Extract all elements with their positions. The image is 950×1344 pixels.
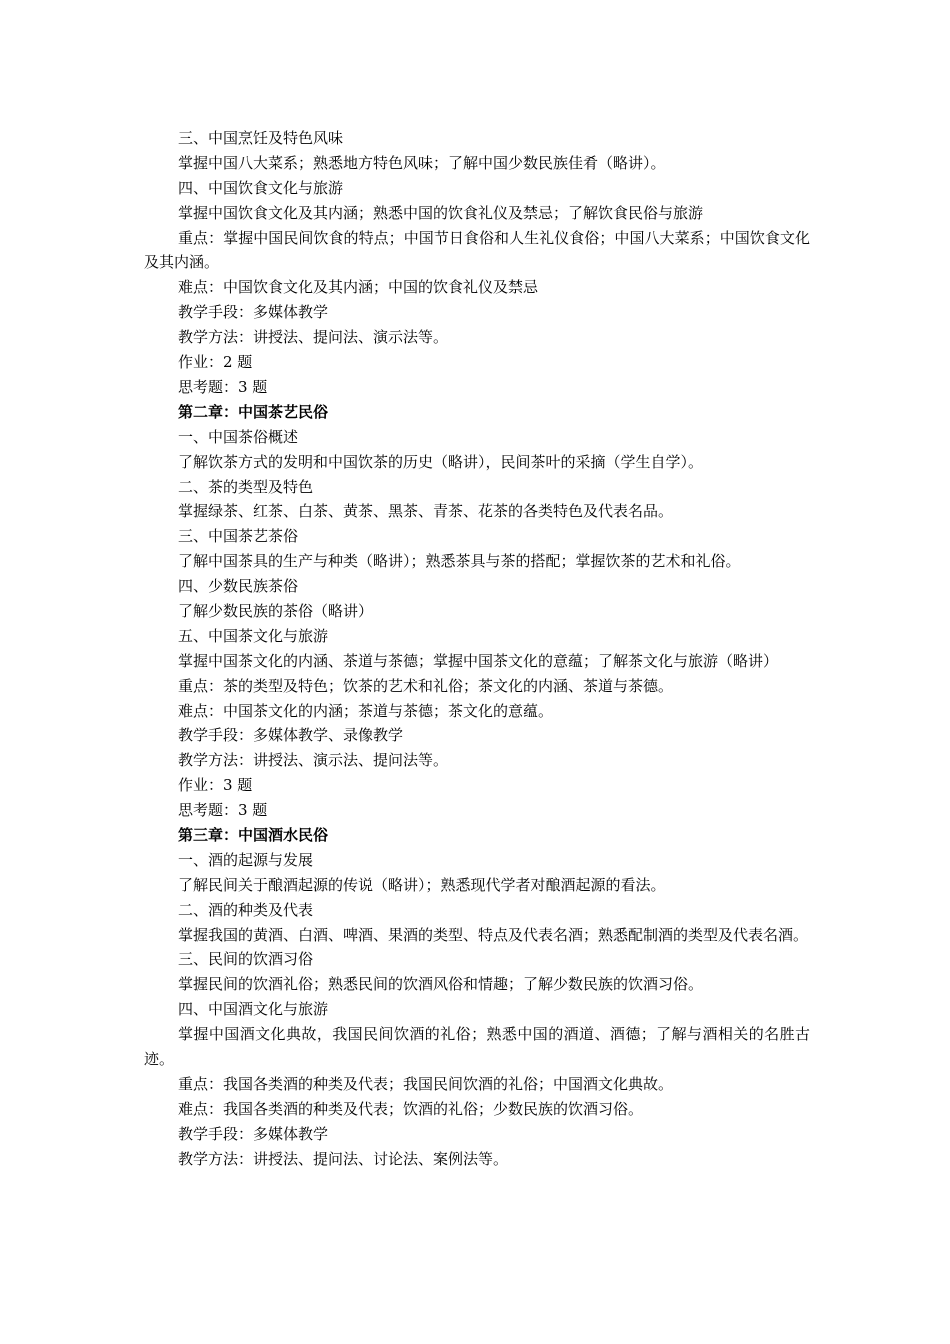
paragraph-line: 教学手段：多媒体教学 <box>178 1124 329 1143</box>
paragraph-line: 教学手段：多媒体教学、录像教学 <box>178 726 404 745</box>
paragraph-line: 难点：中国饮食文化及其内涵；中国的饮食礼仪及禁忌 <box>178 278 539 297</box>
paragraph-line: 三、中国茶艺茶俗 <box>178 527 299 546</box>
paragraph-line: 了解少数民族的茶俗（略讲） <box>178 601 374 620</box>
paragraph-line: 掌握中国八大菜系；熟悉地方特色风味；了解中国少数民族佳肴（略讲）。 <box>178 153 666 172</box>
paragraph-line: 掌握绿茶、红茶、白茶、黄茶、黑茶、青茶、花茶的各类特色及代表名品。 <box>178 502 674 521</box>
chapter-heading: 第三章：中国酒水民俗 <box>178 825 329 844</box>
paragraph-line: 作业：3 题 <box>178 776 253 795</box>
paragraph-line: 掌握中国茶文化的内涵、茶道与茶德；掌握中国茶文化的意蕴；了解茶文化与旅游（略讲） <box>178 651 779 670</box>
paragraph-line: 三、民间的饮酒习俗 <box>178 950 314 969</box>
paragraph-line: 教学方法：讲授法、提问法、讨论法、案例法等。 <box>178 1149 509 1168</box>
paragraph-line: 作业：2 题 <box>178 353 253 372</box>
paragraph-line: 难点：我国各类酒的种类及代表；饮酒的礼俗；少数民族的饮酒习俗。 <box>178 1099 644 1118</box>
paragraph-line: 了解饮茶方式的发明和中国饮茶的历史（略讲），民间茶叶的采摘（学生自学）。 <box>178 452 704 471</box>
paragraph-line: 难点：中国茶文化的内涵；茶道与茶德；茶文化的意蕴。 <box>178 701 554 720</box>
paragraph-line: 三、中国烹饪及特色风味 <box>178 129 344 147</box>
paragraph-line: 四、中国酒文化与旅游 <box>178 1000 329 1019</box>
paragraph-line: 一、酒的起源与发展 <box>178 850 314 869</box>
paragraph-line: 掌握民间的饮酒礼俗；熟悉民间的饮酒风俗和情趣；了解少数民族的饮酒习俗。 <box>178 975 704 994</box>
paragraph-line: 掌握中国饮食文化及其内涵；熟悉中国的饮食礼仪及禁忌；了解饮食民俗与旅游 <box>178 203 704 222</box>
document-body <box>144 126 810 1172</box>
paragraph-line: 四、中国饮食文化与旅游 <box>178 178 344 197</box>
paragraph-line: 二、茶的类型及特色 <box>178 477 314 496</box>
paragraph-line: 重点：掌握中国民间饮食的特点；中国节日食俗和人生礼仪食俗；中国八大菜系；中国饮食文化及其内涵。 <box>144 228 810 272</box>
paragraph-line: 重点：茶的类型及特色；饮茶的艺术和礼俗；茶文化的内涵、茶道与茶德。 <box>178 676 674 695</box>
paragraph-line: 重点：我国各类酒的种类及代表；我国民间饮酒的礼俗；中国酒文化典故。 <box>178 1074 674 1093</box>
paragraph-line: 一、中国茶俗概述 <box>178 427 299 446</box>
paragraph-line: 思考题：3 题 <box>178 377 268 396</box>
paragraph-line: 四、少数民族茶俗 <box>178 577 299 596</box>
paragraph-line: 教学方法：讲授法、演示法、提问法等。 <box>178 751 449 770</box>
paragraph-line: 思考题：3 题 <box>178 801 268 820</box>
paragraph-line: 掌握中国酒文化典故，我国民间饮酒的礼俗；熟悉中国的酒道、酒德；了解与酒相关的名胜古迹。 <box>144 1025 810 1069</box>
paragraph-line: 了解民间关于酿酒起源的传说（略讲）；熟悉现代学者对酿酒起源的看法。 <box>178 875 666 894</box>
paragraph-line: 掌握我国的黄酒、白酒、啤酒、果酒的类型、特点及代表名酒；熟悉配制酒的类型及代表名酒。 <box>178 925 809 944</box>
paragraph-line: 二、酒的种类及代表 <box>178 900 314 919</box>
paragraph-line: 教学方法：讲授法、提问法、演示法等。 <box>178 328 449 347</box>
paragraph-line: 了解中国茶具的生产与种类（略讲）；熟悉茶具与茶的搭配；掌握饮茶的艺术和礼俗。 <box>178 552 741 571</box>
paragraph-line: 五、中国茶文化与旅游 <box>178 626 329 645</box>
paragraph-line: 教学手段：多媒体教学 <box>178 303 329 322</box>
chapter-heading: 第二章：中国茶艺民俗 <box>178 402 329 421</box>
